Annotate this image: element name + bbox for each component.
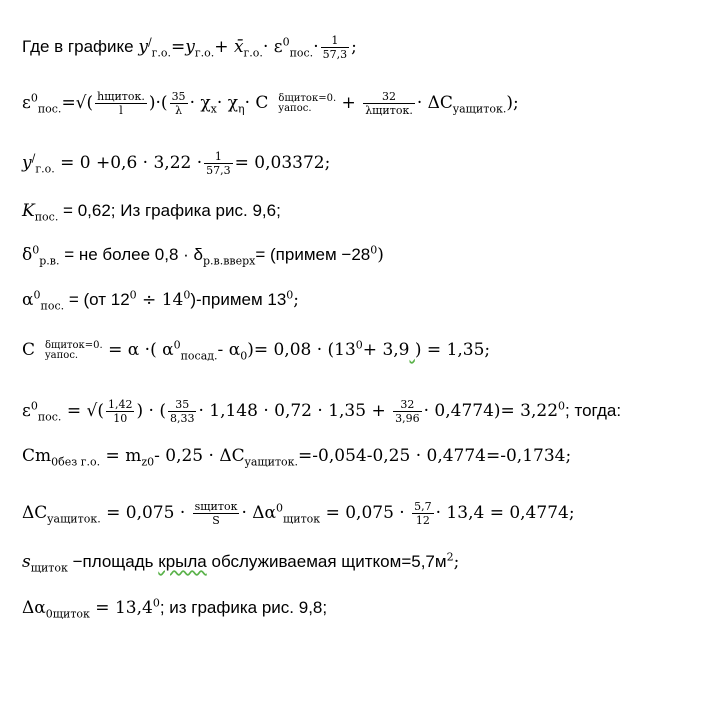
fraction [168,398,197,425]
formula-text: = √( [61,401,104,421]
formula-line-12 [22,596,328,621]
formula-text: · χ [189,93,211,113]
fraction [204,150,233,177]
formula-text: · 1,148 · 0,72 · 1,35 + [198,401,392,421]
fraction-denominator: λ [175,104,183,117]
formula-text: s [22,552,31,572]
formula-text: y [22,153,32,173]
subscript: г.о. [194,46,215,60]
formula-text: = не более 0,8 · δ [59,245,203,264]
formula-line-9 [22,446,572,469]
superscript: 0 [152,596,160,610]
formula-text: ε [22,93,31,113]
fraction [363,90,415,117]
stack-subscript: yaпос. [45,349,79,361]
subscript: пос. [40,299,65,313]
subscript: р.в. [39,254,60,268]
formula-text: + [336,93,362,113]
formula-text: + [214,37,234,57]
fraction-numerator: 35 [171,90,186,103]
stack-superscript: δщиток=0. [278,92,337,104]
formula-text: = 0,03372; [234,153,331,173]
formula-text: = m [100,446,142,466]
superscript: 0 [30,399,38,413]
formula-text: = 0,62; Из графика рис. 9,6; [58,201,281,220]
stack-subscript: yaпос. [278,102,312,114]
superscript: 0 [370,243,378,257]
superscript: 0 [30,91,38,105]
fraction-denominator: 8,33 [169,412,195,425]
superscript: 0 [286,288,294,302]
formula-line-8 [22,398,621,425]
formula-text: ; [453,552,460,572]
formula-text: Где в графике [22,37,139,56]
subscript: щиток [30,561,68,575]
fraction-numerator: 1 [321,34,350,48]
superscript: 0 [558,399,566,413]
formula-text: =√( [61,93,94,113]
formula-text: K [22,201,35,221]
super-sub-stack [268,94,336,114]
fraction-numerator: 32 [393,398,422,412]
formula-text: y [185,37,195,57]
formula-line-7 [22,340,490,361]
formula-text: )·( [148,93,168,113]
formula-text: · [313,37,319,57]
fraction-denominator: 12 [415,514,430,527]
subscript: посад. [180,349,218,363]
formula-text: - 0,25 · ΔC [154,446,245,466]
formula-text: δ [22,245,33,265]
subscript: z0 [141,455,155,469]
formula-text: =-0,054-0,25 · 0,4774=-0,1734; [298,446,572,466]
formula-line-1 [22,34,357,61]
formula-text: ) [377,245,384,265]
super-sub-stack [35,341,103,361]
superscript: 0 [33,288,41,302]
formula-text: y [138,37,148,57]
fraction-numerator: 5,7 [414,500,432,513]
formula-text: Δα [22,598,46,618]
subscript: пос. [37,410,62,424]
formula-text: + 3,9 [362,340,410,360]
formula-text: · ΔC [416,93,453,113]
formula-text: = [171,37,186,57]
superscript: / [147,35,152,49]
superscript: 0 [173,338,181,352]
formula-text: = 13,4 [89,598,153,618]
fraction-denominator: 3,96 [395,412,420,425]
superscript: 0 [282,35,290,49]
subscript: yaщиток. [47,512,101,526]
formula-line-6 [22,288,300,313]
formula-text: )-примем 13 [190,290,287,309]
superscript: 0 [276,501,284,515]
subscript: η [238,102,245,116]
formula-line-5 [22,243,384,268]
subscript: 0без г.о. [51,455,101,469]
formula-text: обслуживаемая щитком=5,7м [206,552,447,571]
formula-text: C [22,340,36,360]
formula-line-10 [22,500,575,527]
formula-text: · C [244,93,269,113]
formula-text: · Δα [241,503,277,523]
formula-text: · χ [216,93,238,113]
superscript: 0 [355,338,363,352]
formula-text: ) = 1,35; [414,340,491,360]
formula-text: )= 0,08 · (13 [247,340,356,360]
fraction [193,500,240,527]
subscript: 0щиток [45,607,90,621]
subscript: x [210,102,217,116]
formula-text: ÷ 14 [136,290,184,310]
formula-text: = (примем −28 [255,245,371,264]
fraction [393,398,422,425]
superscript: 0 [32,243,40,257]
formula-line-11 [22,550,460,575]
formula-text: = 0,075 · [320,503,411,523]
subscript: пос. [34,210,59,224]
formula-text: · 0,4774)= 3,22 [423,401,559,421]
fraction [412,500,434,527]
formula-text: ; [351,37,357,57]
formula-text: α [22,290,34,310]
formula-text: ; тогда: [565,401,622,420]
formula-text: - α [217,340,241,360]
subscript: 0 [240,349,248,363]
formula-line-4 [22,201,281,224]
formula-text: x̄ [233,37,244,57]
formula-text: ; [293,290,300,310]
subscript: пос. [37,102,62,116]
formula-line-3 [22,150,330,177]
formula-text: · ε [262,37,283,57]
subscript: yaщиток. [244,455,299,469]
fraction [95,90,147,117]
formula-text: −площадь [67,552,159,571]
superscript: 0 [129,288,137,302]
superscript: 2 [446,550,454,564]
formula-text: ) · ( [136,401,166,421]
formula-text: = 0 +0,6 · 3,22 · [54,153,203,173]
fraction [170,90,188,117]
fraction-numerator: 35 [168,398,197,412]
fraction-numerator: 32 [363,90,415,104]
superscript: 0 [183,288,191,302]
subscript: р.в.вверх [203,254,256,268]
formula-text: = α ·( α [102,340,174,360]
formula-text: ); [506,93,519,113]
fraction-denominator: λщиток. [365,104,413,117]
subscript: пос. [289,46,314,60]
fraction-numerator: sщиток [194,500,238,513]
formula-text: ΔC [22,503,48,523]
fraction-denominator: 10 [113,412,128,425]
formula-text: ε [22,401,31,421]
subscript: г.о. [243,46,263,60]
fraction [106,398,135,425]
formula-line-2 [22,90,519,117]
subscript: щиток [283,512,321,526]
formula-text: Cm [22,446,52,466]
subscript: г.о. [35,162,55,176]
subscript: г.о. [151,46,172,60]
fraction-denominator: l [119,104,123,117]
fraction-numerator: 1,42 [107,398,133,411]
formula-text: = (от 12 [64,290,130,309]
fraction [321,34,350,61]
fraction-denominator: 57,3 [206,164,231,177]
fraction-numerator: 1 [204,150,233,164]
fraction-denominator: 57,3 [322,48,348,61]
stack-superscript: δщиток=0. [45,339,103,351]
formula-text: = 0,075 · [100,503,191,523]
fraction-numerator: hщиток. [97,90,145,103]
formula-text: крыла [158,552,207,571]
superscript: / [31,151,36,165]
fraction-denominator: S [212,514,220,527]
formula-text: · 13,4 = 0,4774; [435,503,575,523]
formula-text: ; из графика рис. 9,8; [159,598,328,617]
subscript: yaщиток. [452,102,507,116]
